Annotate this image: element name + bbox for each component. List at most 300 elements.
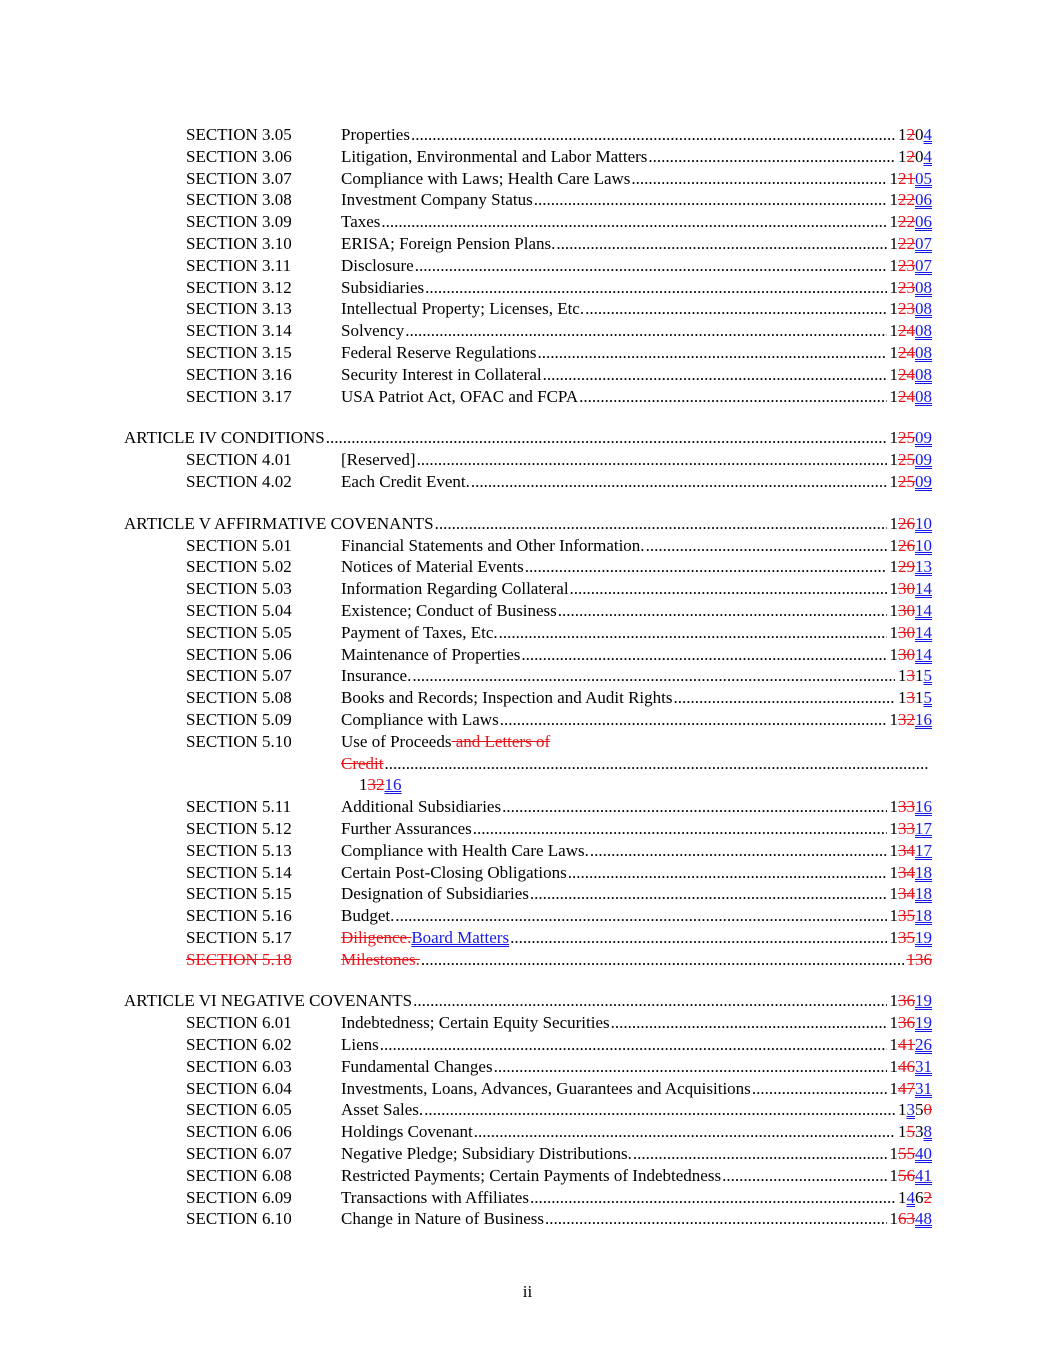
section-number-text: SECTION 6.06 — [186, 1122, 292, 1142]
entry-title[interactable] — [341, 211, 380, 233]
section-number-text: SECTION 5.16 — [186, 906, 292, 926]
page-reference[interactable] — [890, 1078, 933, 1100]
toc-section-entry[interactable] — [124, 687, 932, 709]
toc-section-entry[interactable] — [124, 211, 932, 233]
page-number-deleted-text: 30 — [898, 600, 915, 620]
toc-section-entry[interactable] — [124, 665, 932, 687]
entry-title-text: Compliance with Laws — [341, 709, 499, 729]
page-reference[interactable] — [890, 644, 933, 666]
page-number-deleted-text: 22 — [898, 190, 915, 210]
entry-title[interactable] — [124, 990, 412, 1012]
page-number-text: 1 — [898, 1187, 907, 1207]
page-number-text: 1 — [889, 342, 898, 362]
toc-section-entry[interactable] — [124, 364, 932, 386]
entry-title[interactable] — [341, 687, 672, 709]
section-number-text: SECTION 5.01 — [186, 535, 292, 555]
page-number-deleted-text: 26 — [898, 535, 915, 555]
entry-title[interactable] — [341, 233, 555, 255]
toc-section-entry[interactable] — [124, 862, 932, 884]
toc-section-entry[interactable] — [124, 1034, 932, 1056]
entry-title[interactable] — [341, 665, 411, 687]
section-number-text: SECTION 3.06 — [186, 146, 292, 166]
toc-section-entry[interactable] — [124, 1099, 932, 1121]
page-reference[interactable] — [890, 818, 933, 840]
page-number-deleted-text: 34 — [898, 840, 915, 860]
page-number-deleted-text: 55 — [898, 1144, 915, 1164]
page-reference[interactable] — [890, 189, 933, 211]
page-number-text: 1 — [898, 1122, 907, 1142]
toc-section-entry[interactable] — [124, 342, 932, 364]
entry-title[interactable] — [341, 471, 470, 493]
section-number — [186, 796, 341, 818]
page-reference[interactable] — [890, 927, 933, 949]
page-number-deleted-text: 3 — [906, 666, 915, 686]
page-number-inserted-text: 07 — [915, 233, 932, 253]
entry-title[interactable] — [341, 927, 509, 949]
entry-title[interactable] — [341, 124, 410, 146]
entry-title[interactable] — [341, 796, 501, 818]
toc-section-entry[interactable] — [124, 1121, 932, 1143]
page-number-text: 1 — [889, 168, 898, 188]
entry-title[interactable] — [341, 449, 416, 471]
section-number-text: SECTION 3.17 — [186, 386, 292, 406]
entry-title-text: Taxes — [341, 212, 381, 232]
entry-title[interactable] — [341, 883, 529, 905]
toc-section-entry[interactable] — [124, 883, 932, 905]
page-reference[interactable] — [890, 233, 933, 255]
page-number-deleted-text: 36 — [898, 1013, 915, 1033]
page-reference[interactable] — [890, 600, 933, 622]
toc-section-entry[interactable] — [124, 556, 932, 578]
entry-title-text: Use of Proceeds — [341, 731, 452, 751]
page-number-deleted-text: 136 — [906, 949, 932, 969]
section-number — [186, 211, 341, 233]
toc-section-entry[interactable] — [124, 233, 932, 255]
page-number-inserted-text: 08 — [915, 299, 932, 319]
page-reference[interactable] — [890, 1056, 933, 1078]
page-reference[interactable] — [890, 277, 933, 299]
page-number-deleted-text: 23 — [898, 255, 915, 275]
section-number — [186, 168, 341, 190]
page-number-text: 1 — [898, 125, 907, 144]
toc-section-entry[interactable] — [124, 189, 932, 211]
entry-title[interactable] — [341, 949, 420, 971]
entry-title[interactable] — [341, 600, 557, 622]
dot-leader — [530, 883, 887, 905]
dot-leader — [590, 840, 887, 862]
section-number — [186, 124, 341, 146]
entry-title[interactable] — [341, 298, 584, 320]
section-number-text: SECTION 3.10 — [186, 233, 292, 253]
page-reference[interactable] — [890, 905, 933, 927]
toc-section-entry[interactable] — [124, 255, 932, 277]
entry-title[interactable] — [341, 1121, 473, 1143]
toc-section-entry[interactable] — [124, 1165, 932, 1187]
page-number-deleted-text: 25 — [898, 450, 915, 470]
page-reference[interactable] — [907, 949, 933, 971]
page-number-text: 1 — [889, 622, 898, 642]
entry-title[interactable] — [341, 1078, 751, 1100]
section-number-text: SECTION 6.05 — [186, 1100, 292, 1120]
entry-title[interactable] — [341, 1208, 544, 1230]
page-reference[interactable] — [890, 342, 933, 364]
section-number-text: SECTION 3.13 — [186, 299, 292, 319]
entry-title-text: Subsidiaries — [341, 277, 425, 297]
page-reference[interactable] — [890, 471, 933, 493]
toc-section-entry[interactable] — [124, 1187, 932, 1209]
page-number-text: 1 — [889, 884, 898, 904]
page-number-deleted-text: 41 — [898, 1035, 915, 1055]
section-number — [186, 386, 341, 408]
entry-title[interactable] — [341, 731, 550, 753]
entry-title[interactable] — [341, 342, 536, 364]
toc-section-entry[interactable] — [124, 949, 932, 971]
page-number-text: 1 — [359, 775, 368, 795]
toc-section-entry[interactable] — [124, 1143, 932, 1165]
section-number — [186, 1121, 341, 1143]
section-number — [186, 449, 341, 471]
entry-title-deleted-text: and Letters of — [451, 731, 551, 751]
section-number — [186, 905, 341, 927]
dot-leader — [585, 298, 886, 320]
toc-section-entry[interactable] — [124, 1078, 932, 1100]
entry-title-text: Security Interest in Collateral — [341, 364, 542, 384]
page-number-deleted-text: 32 — [367, 775, 385, 795]
section-number — [186, 1187, 341, 1209]
section-number-text: SECTION 3.14 — [186, 321, 292, 341]
section-number — [186, 277, 341, 299]
toc-section-entry[interactable] — [124, 796, 932, 818]
toc-section-entry[interactable] — [124, 535, 932, 557]
page-number-text: 1 — [889, 862, 898, 882]
page-reference[interactable] — [890, 578, 933, 600]
entry-title[interactable] — [341, 1099, 423, 1121]
entry-title-text: ARTICLE V AFFIRMATIVE COVENANTS — [124, 513, 434, 533]
page-number-inserted-text: 08 — [915, 386, 932, 406]
page-number-inserted-text: 14 — [915, 600, 932, 620]
page-number-text: 1 — [889, 299, 898, 319]
page-number-inserted-text: 19 — [915, 991, 932, 1011]
toc-section-entry[interactable] — [124, 622, 932, 644]
entry-title-text: Restricted Payments; Certain Payments of Indebtedness — [341, 1165, 722, 1185]
dot-leader — [521, 644, 886, 666]
entry-title-text: [Reserved] — [341, 450, 416, 470]
page-number-inserted-text: 18 — [915, 906, 932, 926]
page-number-text: 1 — [889, 818, 898, 838]
toc-section-entry[interactable] — [124, 124, 932, 146]
page-number-text: 1 — [889, 321, 898, 341]
entry-title[interactable] — [341, 862, 567, 884]
entry-title[interactable] — [341, 168, 630, 190]
page-reference[interactable] — [890, 1012, 933, 1034]
dot-leader — [722, 1165, 886, 1187]
section-number-text: SECTION 5.15 — [186, 884, 292, 904]
section-number-text: SECTION 5.10 — [186, 731, 292, 751]
entry-title[interactable] — [341, 1187, 529, 1209]
section-number — [186, 1034, 341, 1056]
entry-title-text: Information Regarding Collateral — [341, 579, 569, 599]
page-number-deleted-text: 2 — [906, 125, 915, 144]
dot-leader — [494, 1056, 887, 1078]
toc-section-entry[interactable] — [124, 277, 932, 299]
page-reference[interactable] — [898, 1099, 932, 1121]
section-number — [186, 146, 341, 168]
toc-section-entry[interactable] — [124, 298, 932, 320]
entry-title[interactable] — [124, 513, 434, 535]
toc-section-entry[interactable] — [124, 840, 932, 862]
page-number-inserted-text: 4 — [906, 1187, 915, 1207]
page-number-text: 1 — [889, 644, 898, 664]
spacer — [124, 493, 932, 513]
section-number-text: SECTION 5.03 — [186, 579, 292, 599]
dot-leader — [537, 342, 886, 364]
entry-title[interactable] — [341, 818, 472, 840]
page-number-inserted-text: 17 — [915, 840, 932, 860]
page-number-inserted-text: 31 — [915, 1078, 932, 1098]
entry-title[interactable] — [341, 364, 542, 386]
dot-leader — [534, 189, 887, 211]
toc-section-entry[interactable] — [124, 818, 932, 840]
entry-title[interactable] — [341, 556, 524, 578]
entry-title[interactable] — [124, 427, 325, 449]
entry-title[interactable] — [341, 255, 414, 277]
section-number-text: SECTION 5.08 — [186, 688, 292, 708]
page-number-text: 1 — [889, 991, 898, 1011]
page-number-text: 1 — [889, 535, 898, 555]
spacer — [124, 407, 932, 427]
dot-leader — [417, 449, 887, 471]
section-number-text: SECTION 6.01 — [186, 1013, 292, 1033]
section-number-text: SECTION 6.09 — [186, 1187, 292, 1207]
section-number — [186, 949, 341, 971]
toc-section-entry[interactable] — [124, 1056, 932, 1078]
page-number-deleted-text: 29 — [898, 557, 915, 577]
page-number-inserted-text: 06 — [915, 190, 932, 210]
toc-section-entry[interactable] — [124, 146, 932, 168]
page-reference[interactable] — [890, 990, 933, 1012]
dot-leader — [530, 1187, 895, 1209]
page-number-text: 1 — [889, 927, 898, 947]
dot-leader — [568, 862, 887, 884]
page-reference[interactable] — [890, 298, 933, 320]
page-reference[interactable] — [890, 427, 933, 449]
entry-title[interactable] — [341, 644, 520, 666]
section-number-text: SECTION 3.12 — [186, 277, 292, 297]
page-reference[interactable] — [898, 665, 932, 687]
page-number-text: 1 — [889, 277, 898, 297]
page-number-text: 1 — [889, 840, 898, 860]
toc-section-entry[interactable] — [124, 168, 932, 190]
section-number — [186, 1208, 341, 1230]
section-number-text: SECTION 3.16 — [186, 364, 292, 384]
toc-section-entry[interactable] — [124, 1012, 932, 1034]
section-number — [186, 233, 341, 255]
page-reference[interactable] — [898, 687, 932, 709]
section-number-text: SECTION 6.07 — [186, 1144, 292, 1164]
section-number-text: SECTION 5.04 — [186, 600, 292, 620]
toc-section-entry[interactable] — [124, 578, 932, 600]
dot-leader — [570, 578, 887, 600]
page-reference[interactable] — [124, 774, 932, 796]
entry-title-text: Transactions with Affiliates — [341, 1187, 529, 1207]
page-reference[interactable] — [890, 1208, 933, 1230]
page-reference[interactable] — [890, 840, 933, 862]
toc-section-entry[interactable] — [124, 386, 932, 408]
toc-section-entry[interactable] — [124, 471, 932, 493]
page-number-text: 1 — [889, 386, 898, 406]
dot-leader — [326, 427, 887, 449]
page-number-deleted-text: 22 — [898, 233, 915, 253]
entry-title-text: Designation of Subsidiaries — [341, 884, 529, 904]
page-number-deleted-text: 3 — [906, 688, 915, 708]
section-number — [186, 471, 341, 493]
page-reference[interactable] — [898, 146, 932, 168]
page-reference[interactable] — [890, 211, 933, 233]
page-number-deleted-text: 24 — [898, 386, 915, 406]
page-reference[interactable] — [890, 513, 933, 535]
section-number — [186, 556, 341, 578]
page-reference[interactable] — [898, 1187, 932, 1209]
dot-leader — [752, 1078, 887, 1100]
page-number-deleted-text: 0 — [923, 1100, 932, 1120]
page-reference[interactable] — [890, 1034, 933, 1056]
entry-title[interactable] — [341, 622, 498, 644]
page-number-inserted-text: 13 — [915, 557, 932, 577]
page-number-text: 1 — [889, 579, 898, 599]
page-number-text: 1 — [898, 666, 907, 686]
page-number-text: 1 — [889, 600, 898, 620]
entry-title[interactable] — [341, 189, 533, 211]
page-reference[interactable] — [890, 364, 933, 386]
page-number-text: 1 — [889, 364, 898, 384]
page-reference[interactable] — [890, 796, 933, 818]
toc-section-entry[interactable] — [124, 731, 932, 753]
page-reference[interactable] — [890, 449, 933, 471]
entry-title-text: Intellectual Property; Licenses, Etc. — [341, 299, 585, 319]
entry-title-text: Investment Company Status — [341, 190, 533, 210]
toc-article-entry[interactable] — [124, 513, 932, 535]
page-number-text: 1 — [889, 797, 898, 817]
dot-leader — [473, 818, 887, 840]
entry-title-text: Insurance. — [341, 666, 412, 686]
toc-section-entry[interactable] — [124, 600, 932, 622]
entry-title-text: Compliance with Laws; Health Care Laws — [341, 168, 631, 188]
entry-title[interactable] — [341, 905, 394, 927]
page-number-deleted-text: 33 — [898, 797, 915, 817]
section-number — [186, 687, 341, 709]
section-number-text: SECTION 5.02 — [186, 557, 292, 577]
page-reference[interactable] — [898, 124, 932, 146]
entry-title-text: Litigation, Environmental and Labor Matters — [341, 146, 648, 166]
toc-section-entry[interactable] — [124, 320, 932, 342]
page-reference[interactable] — [890, 883, 933, 905]
entry-title[interactable] — [341, 1034, 379, 1056]
entry-title-text: Liens — [341, 1035, 379, 1055]
page-reference[interactable] — [890, 622, 933, 644]
entry-title-continuation[interactable] — [124, 753, 932, 775]
toc-section-entry[interactable] — [124, 644, 932, 666]
section-number-text: SECTION 5.17 — [186, 927, 292, 947]
page-reference[interactable] — [890, 255, 933, 277]
entry-title[interactable] — [341, 535, 645, 557]
section-number — [186, 862, 341, 884]
page-reference[interactable] — [898, 1121, 932, 1143]
dot-leader — [556, 233, 886, 255]
page-number-inserted-text: 08 — [915, 321, 932, 341]
dot-leader — [499, 622, 887, 644]
section-number — [186, 1056, 341, 1078]
entry-title[interactable] — [341, 1056, 493, 1078]
section-number — [186, 1099, 341, 1121]
page-reference[interactable] — [890, 1165, 933, 1187]
page-number-inserted-text: 17 — [915, 818, 932, 838]
dot-leader — [424, 1099, 895, 1121]
page-number-inserted-text: 41 — [915, 1165, 932, 1185]
entry-title[interactable] — [341, 386, 578, 408]
page-number-deleted-text: 47 — [898, 1078, 915, 1098]
page-reference[interactable] — [890, 862, 933, 884]
toc-article-entry[interactable] — [124, 427, 932, 449]
page-number-text: 0 — [915, 125, 924, 144]
toc-section-entry[interactable] — [124, 927, 932, 949]
page-number-deleted-text: 23 — [898, 299, 915, 319]
toc-section-entry[interactable] — [124, 905, 932, 927]
page-number-deleted-text: 35 — [898, 906, 915, 926]
entry-title[interactable] — [341, 1165, 721, 1187]
toc-article-entry[interactable] — [124, 990, 932, 1012]
table-of-contents — [124, 124, 932, 1230]
dot-leader — [425, 277, 886, 299]
page-number-deleted-text: 33 — [898, 818, 915, 838]
page-number-inserted-text: 09 — [915, 471, 932, 491]
entry-title[interactable] — [341, 146, 647, 168]
entry-title[interactable] — [341, 320, 404, 342]
page-reference[interactable] — [890, 535, 933, 557]
page-number-inserted-text: 5 — [923, 688, 932, 708]
toc-section-entry[interactable] — [124, 709, 932, 731]
entry-title[interactable] — [341, 1012, 610, 1034]
page-number-inserted-text: 48 — [915, 1209, 932, 1229]
page-reference[interactable] — [890, 556, 933, 578]
page-reference[interactable] — [890, 386, 933, 408]
toc-section-entry[interactable] — [124, 1208, 932, 1230]
dot-leader — [510, 927, 886, 949]
entry-title[interactable] — [341, 578, 569, 600]
dot-leader — [421, 949, 904, 971]
page-number-text: 1 — [898, 1100, 907, 1120]
page-number-inserted-text: 26 — [915, 1035, 932, 1055]
page-reference[interactable] — [890, 320, 933, 342]
section-number-text: SECTION 5.14 — [186, 862, 292, 882]
page-reference[interactable] — [890, 709, 933, 731]
section-number-text: SECTION 3.11 — [186, 255, 292, 275]
section-number-text: SECTION 3.08 — [186, 190, 292, 210]
entry-title[interactable] — [341, 840, 589, 862]
entry-title[interactable] — [341, 709, 499, 731]
page-number-inserted-text: 4 — [923, 146, 932, 166]
entry-title-text: USA Patriot Act, OFAC and FCPA — [341, 386, 579, 406]
entry-title[interactable] — [341, 277, 424, 299]
page-reference[interactable] — [890, 168, 933, 190]
page-number-deleted-text: 35 — [898, 927, 915, 947]
toc-section-entry[interactable] — [124, 449, 932, 471]
entry-title-text: Existence; Conduct of Business — [341, 600, 557, 620]
entry-title-text: ERISA; Foreign Pension Plans. — [341, 233, 556, 253]
entry-title[interactable] — [341, 1143, 632, 1165]
page-reference[interactable] — [890, 1143, 933, 1165]
entry-title-text: ARTICLE IV CONDITIONS — [124, 428, 325, 448]
section-number — [186, 883, 341, 905]
